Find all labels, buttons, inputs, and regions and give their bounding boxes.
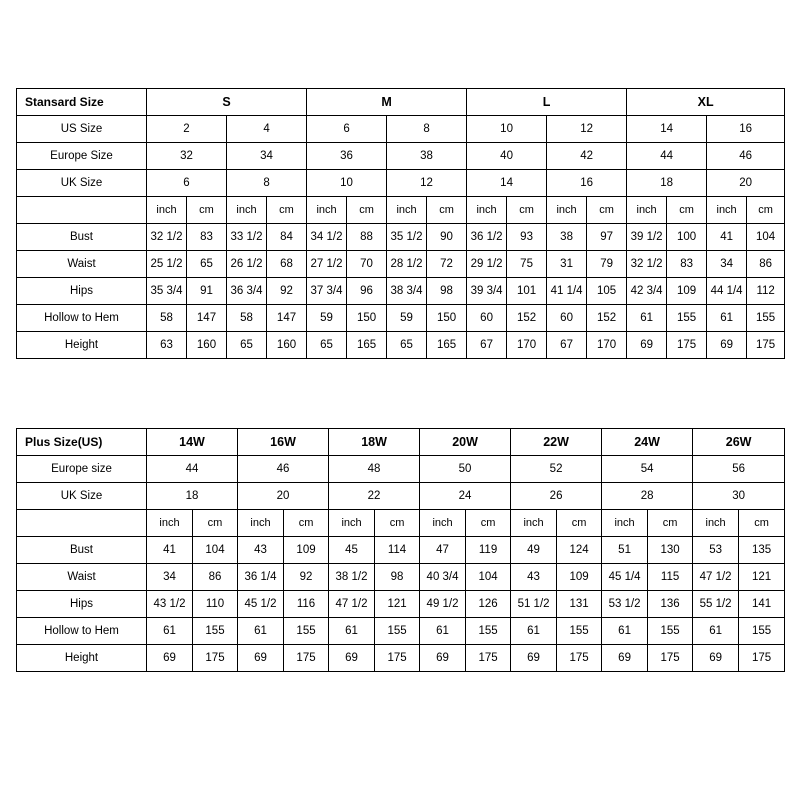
group-header-18w: 18W: [329, 429, 420, 456]
table-cell: 88: [347, 224, 387, 251]
standard-size-table-wrapper: [16, 88, 784, 359]
table-cell: 155: [284, 618, 329, 645]
table-cell: 69: [602, 645, 648, 672]
table-cell: 69: [329, 645, 375, 672]
unit-cell-cm: cm: [466, 510, 511, 537]
table-cell: 75: [507, 251, 547, 278]
table-cell: 40: [467, 143, 547, 170]
table-cell: 67: [547, 332, 587, 359]
table-cell: 28 1/2: [387, 251, 427, 278]
table-cell: 41: [147, 537, 193, 564]
table-cell: 43: [238, 537, 284, 564]
group-header-26w: 26W: [693, 429, 785, 456]
group-header-l: L: [467, 89, 627, 116]
table-cell: 61: [511, 618, 557, 645]
table-cell: 155: [747, 305, 785, 332]
table-cell: 160: [187, 332, 227, 359]
table-cell: 110: [193, 591, 238, 618]
table-cell: 4: [227, 116, 307, 143]
table-cell: 16: [547, 170, 627, 197]
table-cell: 53 1/2: [602, 591, 648, 618]
table-cell: 59: [387, 305, 427, 332]
unit-cell-inch: inch: [307, 197, 347, 224]
table-cell: 12: [387, 170, 467, 197]
row-label-height: Height: [17, 645, 147, 672]
table-cell: 44 1/4: [707, 278, 747, 305]
table-cell: 69: [238, 645, 284, 672]
table-cell: 44: [147, 456, 238, 483]
table-cell: 104: [747, 224, 785, 251]
row-label-bust: Bust: [17, 224, 147, 251]
table-cell: 8: [387, 116, 467, 143]
row-label-us-size: US Size: [17, 116, 147, 143]
table-cell: 152: [587, 305, 627, 332]
row-label-height: Height: [17, 332, 147, 359]
table-cell: 112: [747, 278, 785, 305]
table-cell: 175: [375, 645, 420, 672]
table-cell: 69: [511, 645, 557, 672]
table-cell: 69: [147, 645, 193, 672]
table-row: [17, 618, 785, 645]
unit-cell-cm: cm: [347, 197, 387, 224]
table-cell: 61: [420, 618, 466, 645]
table-cell: 47 1/2: [693, 564, 739, 591]
group-header-s: S: [147, 89, 307, 116]
unit-cell-inch: inch: [147, 197, 187, 224]
table-cell: 121: [375, 591, 420, 618]
table-cell: 92: [267, 278, 307, 305]
row-label-hips: Hips: [17, 278, 147, 305]
table-cell: 155: [557, 618, 602, 645]
table-cell: 54: [602, 456, 693, 483]
table-cell: 147: [267, 305, 307, 332]
table-cell: 131: [557, 591, 602, 618]
table-cell: 20: [238, 483, 329, 510]
table-row: [17, 170, 785, 197]
table-cell: 31: [547, 251, 587, 278]
table-cell: 114: [375, 537, 420, 564]
table-cell: 63: [147, 332, 187, 359]
table-cell: 115: [648, 564, 693, 591]
table-cell: 55 1/2: [693, 591, 739, 618]
table-cell: 6: [147, 170, 227, 197]
table-cell: 36: [307, 143, 387, 170]
table-cell: 41: [707, 224, 747, 251]
table-cell: 26: [511, 483, 602, 510]
table-cell: 61: [329, 618, 375, 645]
unit-cell-inch: inch: [547, 197, 587, 224]
unit-cell-cm: cm: [187, 197, 227, 224]
unit-cell-inch: inch: [627, 197, 667, 224]
table-cell: 165: [427, 332, 467, 359]
table-cell: 35 3/4: [147, 278, 187, 305]
table-cell: 69: [420, 645, 466, 672]
unit-cell-cm: cm: [557, 510, 602, 537]
table-cell: 104: [466, 564, 511, 591]
unit-cell-inch: inch: [147, 510, 193, 537]
unit-cell-inch: inch: [227, 197, 267, 224]
table-cell: 36 1/2: [467, 224, 507, 251]
table-cell: 26 1/2: [227, 251, 267, 278]
table-cell: 51: [602, 537, 648, 564]
table-cell: 10: [467, 116, 547, 143]
table-row: [17, 143, 785, 170]
row-label-waist: Waist: [17, 251, 147, 278]
unit-cell-inch: inch: [387, 197, 427, 224]
table-cell: 109: [284, 537, 329, 564]
table-cell: 121: [739, 564, 785, 591]
table-cell: 60: [467, 305, 507, 332]
plus-size-table: [16, 428, 785, 672]
table-row: [17, 332, 785, 359]
table-cell: 155: [466, 618, 511, 645]
table-cell: 52: [511, 456, 602, 483]
table-cell: 104: [193, 537, 238, 564]
table-cell: 20: [707, 170, 785, 197]
table-cell: 79: [587, 251, 627, 278]
table-cell: 38: [387, 143, 467, 170]
table-cell: 150: [427, 305, 467, 332]
table-cell: 175: [466, 645, 511, 672]
table-cell: 155: [375, 618, 420, 645]
table-cell: 101: [507, 278, 547, 305]
table-cell: 53: [693, 537, 739, 564]
table-row: [17, 251, 785, 278]
unit-cell-cm: cm: [747, 197, 785, 224]
table-cell: 2: [147, 116, 227, 143]
table-cell: 170: [507, 332, 547, 359]
table-cell: 32 1/2: [147, 224, 187, 251]
table-cell: 32 1/2: [627, 251, 667, 278]
row-label-bust: Bust: [17, 537, 147, 564]
table-row: [17, 305, 785, 332]
unit-cell-inch: inch: [511, 510, 557, 537]
unit-cell-cm: cm: [267, 197, 307, 224]
table-row: [17, 89, 785, 116]
table-cell: 28: [602, 483, 693, 510]
unit-cell-cm: cm: [667, 197, 707, 224]
row-label-uk-size: UK Size: [17, 483, 147, 510]
table-cell: 34: [227, 143, 307, 170]
table-row: [17, 645, 785, 672]
unit-row-blank: [17, 197, 147, 224]
table-cell: 175: [739, 645, 785, 672]
table-corner-label: Stansard Size: [17, 89, 147, 116]
table-cell: 45 1/4: [602, 564, 648, 591]
table-row: [17, 564, 785, 591]
table-row: [17, 591, 785, 618]
row-label-hollow-to-hem: Hollow to Hem: [17, 618, 147, 645]
table-cell: 61: [627, 305, 667, 332]
group-header-14w: 14W: [147, 429, 238, 456]
table-cell: 105: [587, 278, 627, 305]
table-row: [17, 483, 785, 510]
group-header-xl: XL: [627, 89, 785, 116]
table-cell: 33 1/2: [227, 224, 267, 251]
table-cell: 68: [267, 251, 307, 278]
table-cell: 38 3/4: [387, 278, 427, 305]
table-cell: 43 1/2: [147, 591, 193, 618]
table-cell: 126: [466, 591, 511, 618]
unit-cell-cm: cm: [193, 510, 238, 537]
table-cell: 165: [347, 332, 387, 359]
table-row: [17, 429, 785, 456]
row-label-uk-size: UK Size: [17, 170, 147, 197]
table-cell: 70: [347, 251, 387, 278]
table-cell: 39 1/2: [627, 224, 667, 251]
table-cell: 119: [466, 537, 511, 564]
table-cell: 84: [267, 224, 307, 251]
table-cell: 130: [648, 537, 693, 564]
table-cell: 175: [648, 645, 693, 672]
table-row: [17, 456, 785, 483]
table-cell: 147: [187, 305, 227, 332]
table-cell: 69: [707, 332, 747, 359]
table-cell: 93: [507, 224, 547, 251]
table-cell: 150: [347, 305, 387, 332]
table-cell: 61: [147, 618, 193, 645]
table-cell: 18: [627, 170, 707, 197]
table-cell: 51 1/2: [511, 591, 557, 618]
table-cell: 6: [307, 116, 387, 143]
table-cell: 18: [147, 483, 238, 510]
table-cell: 36 1/4: [238, 564, 284, 591]
table-cell: 46: [707, 143, 785, 170]
table-row: [17, 510, 785, 537]
table-cell: 97: [587, 224, 627, 251]
table-cell: 61: [238, 618, 284, 645]
unit-row-blank: [17, 510, 147, 537]
group-header-24w: 24W: [602, 429, 693, 456]
group-header-22w: 22W: [511, 429, 602, 456]
table-cell: 14: [627, 116, 707, 143]
table-cell: 124: [557, 537, 602, 564]
table-cell: 58: [147, 305, 187, 332]
table-cell: 22: [329, 483, 420, 510]
table-cell: 34: [147, 564, 193, 591]
table-cell: 135: [739, 537, 785, 564]
table-cell: 155: [667, 305, 707, 332]
table-cell: 24: [420, 483, 511, 510]
table-cell: 100: [667, 224, 707, 251]
unit-cell-cm: cm: [739, 510, 785, 537]
table-cell: 59: [307, 305, 347, 332]
table-cell: 155: [648, 618, 693, 645]
table-cell: 175: [557, 645, 602, 672]
table-cell: 10: [307, 170, 387, 197]
unit-cell-inch: inch: [329, 510, 375, 537]
table-corner-label: Plus Size(US): [17, 429, 147, 456]
table-cell: 42: [547, 143, 627, 170]
table-cell: 38 1/2: [329, 564, 375, 591]
table-cell: 67: [467, 332, 507, 359]
table-cell: 56: [693, 456, 785, 483]
row-label-hips: Hips: [17, 591, 147, 618]
table-cell: 32: [147, 143, 227, 170]
table-cell: 48: [329, 456, 420, 483]
table-cell: 61: [693, 618, 739, 645]
unit-cell-cm: cm: [648, 510, 693, 537]
table-cell: 61: [602, 618, 648, 645]
row-label-hollow-to-hem: Hollow to Hem: [17, 305, 147, 332]
table-cell: 27 1/2: [307, 251, 347, 278]
table-cell: 109: [557, 564, 602, 591]
table-cell: 65: [187, 251, 227, 278]
row-label-europe-size: Europe size: [17, 456, 147, 483]
table-cell: 44: [627, 143, 707, 170]
unit-cell-cm: cm: [507, 197, 547, 224]
table-cell: 38: [547, 224, 587, 251]
unit-cell-cm: cm: [284, 510, 329, 537]
unit-cell-inch: inch: [467, 197, 507, 224]
table-cell: 92: [284, 564, 329, 591]
unit-cell-inch: inch: [238, 510, 284, 537]
table-cell: 83: [667, 251, 707, 278]
table-cell: 109: [667, 278, 707, 305]
table-cell: 83: [187, 224, 227, 251]
group-header-m: M: [307, 89, 467, 116]
table-cell: 34 1/2: [307, 224, 347, 251]
table-cell: 58: [227, 305, 267, 332]
table-cell: 46: [238, 456, 329, 483]
table-cell: 170: [587, 332, 627, 359]
table-cell: 160: [267, 332, 307, 359]
table-row: [17, 116, 785, 143]
table-cell: 155: [739, 618, 785, 645]
table-cell: 35 1/2: [387, 224, 427, 251]
plus-size-table-wrapper: [16, 428, 784, 672]
unit-cell-cm: cm: [375, 510, 420, 537]
table-cell: 96: [347, 278, 387, 305]
table-cell: 47: [420, 537, 466, 564]
table-cell: 65: [307, 332, 347, 359]
table-cell: 69: [627, 332, 667, 359]
table-cell: 155: [193, 618, 238, 645]
group-header-16w: 16W: [238, 429, 329, 456]
table-cell: 50: [420, 456, 511, 483]
unit-cell-inch: inch: [693, 510, 739, 537]
unit-cell-cm: cm: [427, 197, 467, 224]
table-cell: 69: [693, 645, 739, 672]
table-cell: 116: [284, 591, 329, 618]
unit-cell-inch: inch: [420, 510, 466, 537]
table-cell: 65: [227, 332, 267, 359]
table-cell: 25 1/2: [147, 251, 187, 278]
table-cell: 14: [467, 170, 547, 197]
table-cell: 29 1/2: [467, 251, 507, 278]
table-cell: 43: [511, 564, 557, 591]
table-cell: 37 3/4: [307, 278, 347, 305]
unit-cell-cm: cm: [587, 197, 627, 224]
table-cell: 152: [507, 305, 547, 332]
table-cell: 86: [747, 251, 785, 278]
standard-size-table: [16, 88, 785, 359]
table-cell: 61: [707, 305, 747, 332]
table-cell: 12: [547, 116, 627, 143]
table-cell: 45: [329, 537, 375, 564]
table-cell: 90: [427, 224, 467, 251]
table-cell: 8: [227, 170, 307, 197]
table-row: [17, 537, 785, 564]
row-label-europe-size: Europe Size: [17, 143, 147, 170]
table-cell: 86: [193, 564, 238, 591]
table-cell: 47 1/2: [329, 591, 375, 618]
table-cell: 175: [284, 645, 329, 672]
table-cell: 175: [747, 332, 785, 359]
table-cell: 16: [707, 116, 785, 143]
row-label-waist: Waist: [17, 564, 147, 591]
table-cell: 36 3/4: [227, 278, 267, 305]
unit-cell-inch: inch: [707, 197, 747, 224]
table-cell: 175: [193, 645, 238, 672]
table-row: [17, 278, 785, 305]
table-cell: 41 1/4: [547, 278, 587, 305]
table-cell: 60: [547, 305, 587, 332]
table-cell: 34: [707, 251, 747, 278]
group-header-20w: 20W: [420, 429, 511, 456]
table-cell: 39 3/4: [467, 278, 507, 305]
table-cell: 141: [739, 591, 785, 618]
table-row: [17, 224, 785, 251]
table-cell: 40 3/4: [420, 564, 466, 591]
table-cell: 136: [648, 591, 693, 618]
table-cell: 72: [427, 251, 467, 278]
table-cell: 30: [693, 483, 785, 510]
table-cell: 98: [427, 278, 467, 305]
table-cell: 42 3/4: [627, 278, 667, 305]
table-cell: 98: [375, 564, 420, 591]
table-cell: 49 1/2: [420, 591, 466, 618]
table-cell: 91: [187, 278, 227, 305]
table-row: [17, 197, 785, 224]
unit-cell-inch: inch: [602, 510, 648, 537]
table-cell: 175: [667, 332, 707, 359]
table-cell: 45 1/2: [238, 591, 284, 618]
table-cell: 65: [387, 332, 427, 359]
table-cell: 49: [511, 537, 557, 564]
